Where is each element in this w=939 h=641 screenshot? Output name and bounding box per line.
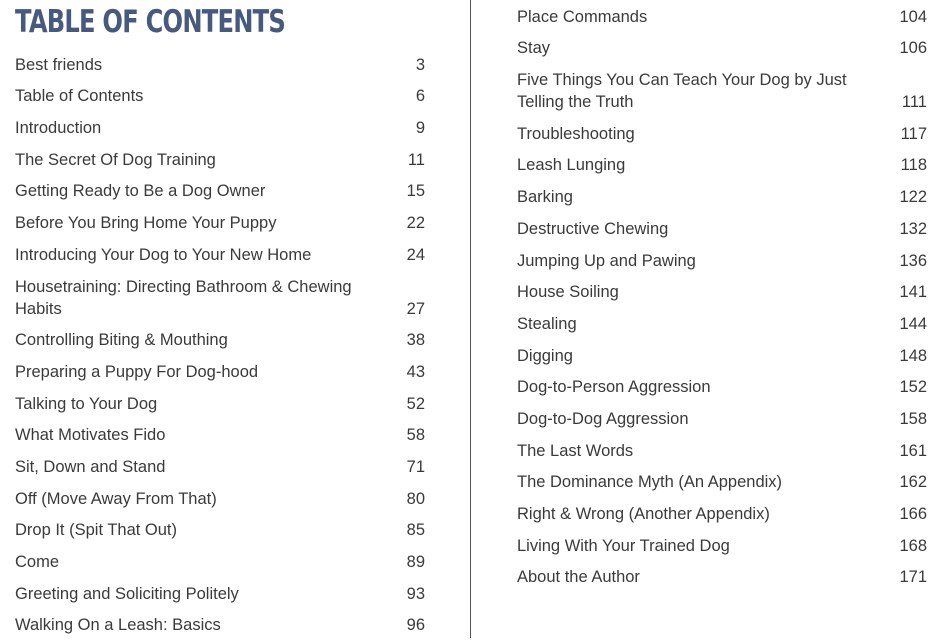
toc-entry[interactable] — [517, 467, 927, 499]
toc-entry-page-number: 89 — [406, 553, 425, 571]
toc-entry[interactable] — [15, 420, 425, 452]
toc-entry[interactable] — [517, 245, 927, 277]
toc-entry-title: Five Things You Can Teach Your Dog by Just Telling the Truth — [517, 71, 847, 112]
toc-entry-page-number: 132 — [899, 219, 927, 238]
toc-entry-title: Dog-to-Dog Aggression — [517, 409, 689, 428]
toc-entry[interactable] — [15, 578, 425, 610]
toc-right-column — [517, 1, 927, 593]
toc-entry[interactable] — [15, 483, 425, 515]
toc-entry-page-number: 85 — [406, 521, 425, 540]
toc-entry[interactable] — [15, 49, 425, 81]
toc-entry-title: Stealing — [517, 314, 577, 333]
toc-entry-page-number: 136 — [899, 251, 927, 270]
toc-entry-page-number: 71 — [406, 457, 425, 476]
toc-entry[interactable] — [517, 562, 927, 594]
toc-entry-page-number: 80 — [406, 489, 425, 508]
toc-entry-page-number: 38 — [406, 331, 425, 350]
toc-entry[interactable] — [517, 1, 927, 33]
toc-entry-page-number: 22 — [406, 214, 425, 233]
toc-entry[interactable] — [15, 81, 425, 113]
toc-entry[interactable] — [517, 435, 927, 467]
toc-entry[interactable] — [15, 144, 425, 176]
toc-entry-page-number: 118 — [900, 156, 927, 175]
toc-entry[interactable] — [15, 207, 425, 239]
toc-entry-title: Sit, Down and Stand — [15, 457, 166, 476]
toc-entry[interactable] — [517, 340, 927, 372]
toc-entry-page-number: 58 — [406, 426, 425, 445]
toc-entry-page-number: 106 — [899, 39, 927, 58]
toc-entry[interactable] — [15, 515, 425, 547]
toc-entry-page-number: 171 — [899, 568, 927, 587]
toc-entry[interactable] — [517, 403, 927, 435]
toc-entry-title: The Secret Of Dog Training — [15, 150, 216, 169]
toc-entry-title: Introducing Your Dog to Your New Home — [15, 245, 312, 264]
toc-entry[interactable] — [15, 176, 425, 208]
toc-entry-title: Place Commands — [517, 7, 648, 26]
toc-left-column — [15, 49, 425, 641]
toc-entry-title: Best friends — [15, 55, 103, 74]
toc-entry-page-number: 152 — [899, 378, 927, 397]
toc-entry[interactable] — [517, 372, 927, 404]
toc-entry-page-number: 43 — [406, 362, 425, 381]
toc-entry-page-number: 52 — [406, 394, 425, 413]
toc-entry-title: Preparing a Puppy For Dog-hood — [15, 362, 259, 381]
page-title: TABLE OF CONTENTS — [15, 4, 286, 40]
toc-entry-title: Table of Contents — [15, 87, 144, 106]
toc-entry-title: Getting Ready to Be a Dog Owner — [15, 182, 266, 201]
toc-entry-title: Come — [15, 553, 60, 571]
toc-entry-title: The Dominance Myth (An Appendix) — [517, 473, 783, 492]
toc-entry[interactable] — [15, 271, 425, 325]
toc-entry-page-number: 11 — [407, 150, 425, 169]
toc-entry-page-number: 27 — [406, 299, 425, 318]
toc-entry-title: Housetraining: Directing Bathroom & Chewing Habits — [15, 277, 352, 318]
toc-entry-title: Stay — [517, 39, 551, 58]
toc-entry-title: Greeting and Soliciting Politely — [15, 584, 239, 603]
toc-entry[interactable] — [517, 150, 927, 182]
toc-entry-page-number: 148 — [899, 346, 927, 365]
toc-entry-title: Introduction — [15, 119, 102, 138]
toc-entry-page-number: 111 — [901, 93, 927, 112]
toc-entry[interactable] — [15, 610, 425, 641]
toc-entry-title: Off (Move Away From That) — [15, 489, 217, 508]
toc-entry-page-number: 6 — [415, 87, 425, 106]
toc-entry-title: Right & Wrong (Another Appendix) — [517, 505, 770, 523]
toc-entry-title: Talking to Your Dog — [15, 394, 158, 413]
toc-entry-page-number: 24 — [406, 245, 425, 264]
toc-entry-title: What Motivates Fido — [15, 426, 166, 445]
toc-entry[interactable] — [517, 213, 927, 245]
toc-entry-title: Dog-to-Person Aggression — [517, 378, 711, 397]
toc-entry[interactable] — [15, 388, 425, 420]
toc-entry-page-number: 161 — [899, 441, 927, 460]
toc-entry-page-number: 3 — [415, 55, 425, 74]
toc-entry-title: Barking — [517, 188, 573, 207]
toc-entry-title: Destructive Chewing — [517, 219, 669, 238]
toc-entry-page-number: 168 — [899, 536, 927, 555]
toc-entry-page-number: 166 — [899, 505, 927, 523]
toc-entry-page-number: 9 — [415, 119, 425, 138]
toc-entry-title: Leash Lunging — [517, 156, 626, 175]
column-divider — [470, 0, 471, 638]
toc-entry[interactable] — [15, 451, 425, 483]
toc-entry-title: House Soiling — [517, 283, 619, 302]
toc-entry-page-number: 122 — [899, 188, 927, 207]
toc-entry[interactable] — [517, 181, 927, 213]
toc-entry-page-number: 117 — [900, 124, 927, 143]
toc-entry-page-number: 162 — [899, 473, 927, 492]
toc-entry[interactable] — [517, 498, 927, 530]
toc-entry-title: About the Author — [517, 568, 640, 587]
toc-entry-title: Controlling Biting & Mouthing — [15, 331, 228, 350]
toc-entry[interactable] — [517, 530, 927, 562]
toc-entry-title: Jumping Up and Pawing — [517, 251, 696, 270]
toc-entry[interactable] — [15, 239, 425, 271]
toc-entry-title: Digging — [517, 346, 573, 365]
toc-entry[interactable] — [517, 118, 927, 150]
toc-entry[interactable] — [517, 308, 927, 340]
toc-entry-title: The Last Words — [517, 441, 634, 460]
toc-entry-page-number: 96 — [406, 616, 425, 635]
toc-entry[interactable] — [517, 33, 927, 65]
toc-entry-title: Living With Your Trained Dog — [517, 536, 730, 555]
toc-entry-page-number: 104 — [899, 7, 927, 26]
toc-entry-page-number: 144 — [899, 314, 927, 333]
toc-entry[interactable] — [15, 356, 425, 388]
toc-entry[interactable] — [15, 112, 425, 144]
toc-entry-title: Troubleshooting — [517, 124, 635, 143]
toc-entry-title: Before You Bring Home Your Puppy — [15, 214, 277, 233]
toc-entry[interactable] — [15, 325, 425, 357]
toc-entry-title: Walking On a Leash: Basics — [15, 616, 221, 635]
toc-entry[interactable] — [15, 546, 425, 578]
toc-entry[interactable] — [517, 64, 927, 118]
toc-entry-page-number: 15 — [406, 182, 425, 201]
toc-entry[interactable] — [517, 277, 927, 309]
toc-entry-page-number: 93 — [406, 584, 425, 603]
toc-entry-page-number: 141 — [899, 283, 927, 302]
toc-entry-page-number: 158 — [899, 409, 927, 428]
toc-entry-title: Drop It (Spit That Out) — [15, 521, 178, 540]
